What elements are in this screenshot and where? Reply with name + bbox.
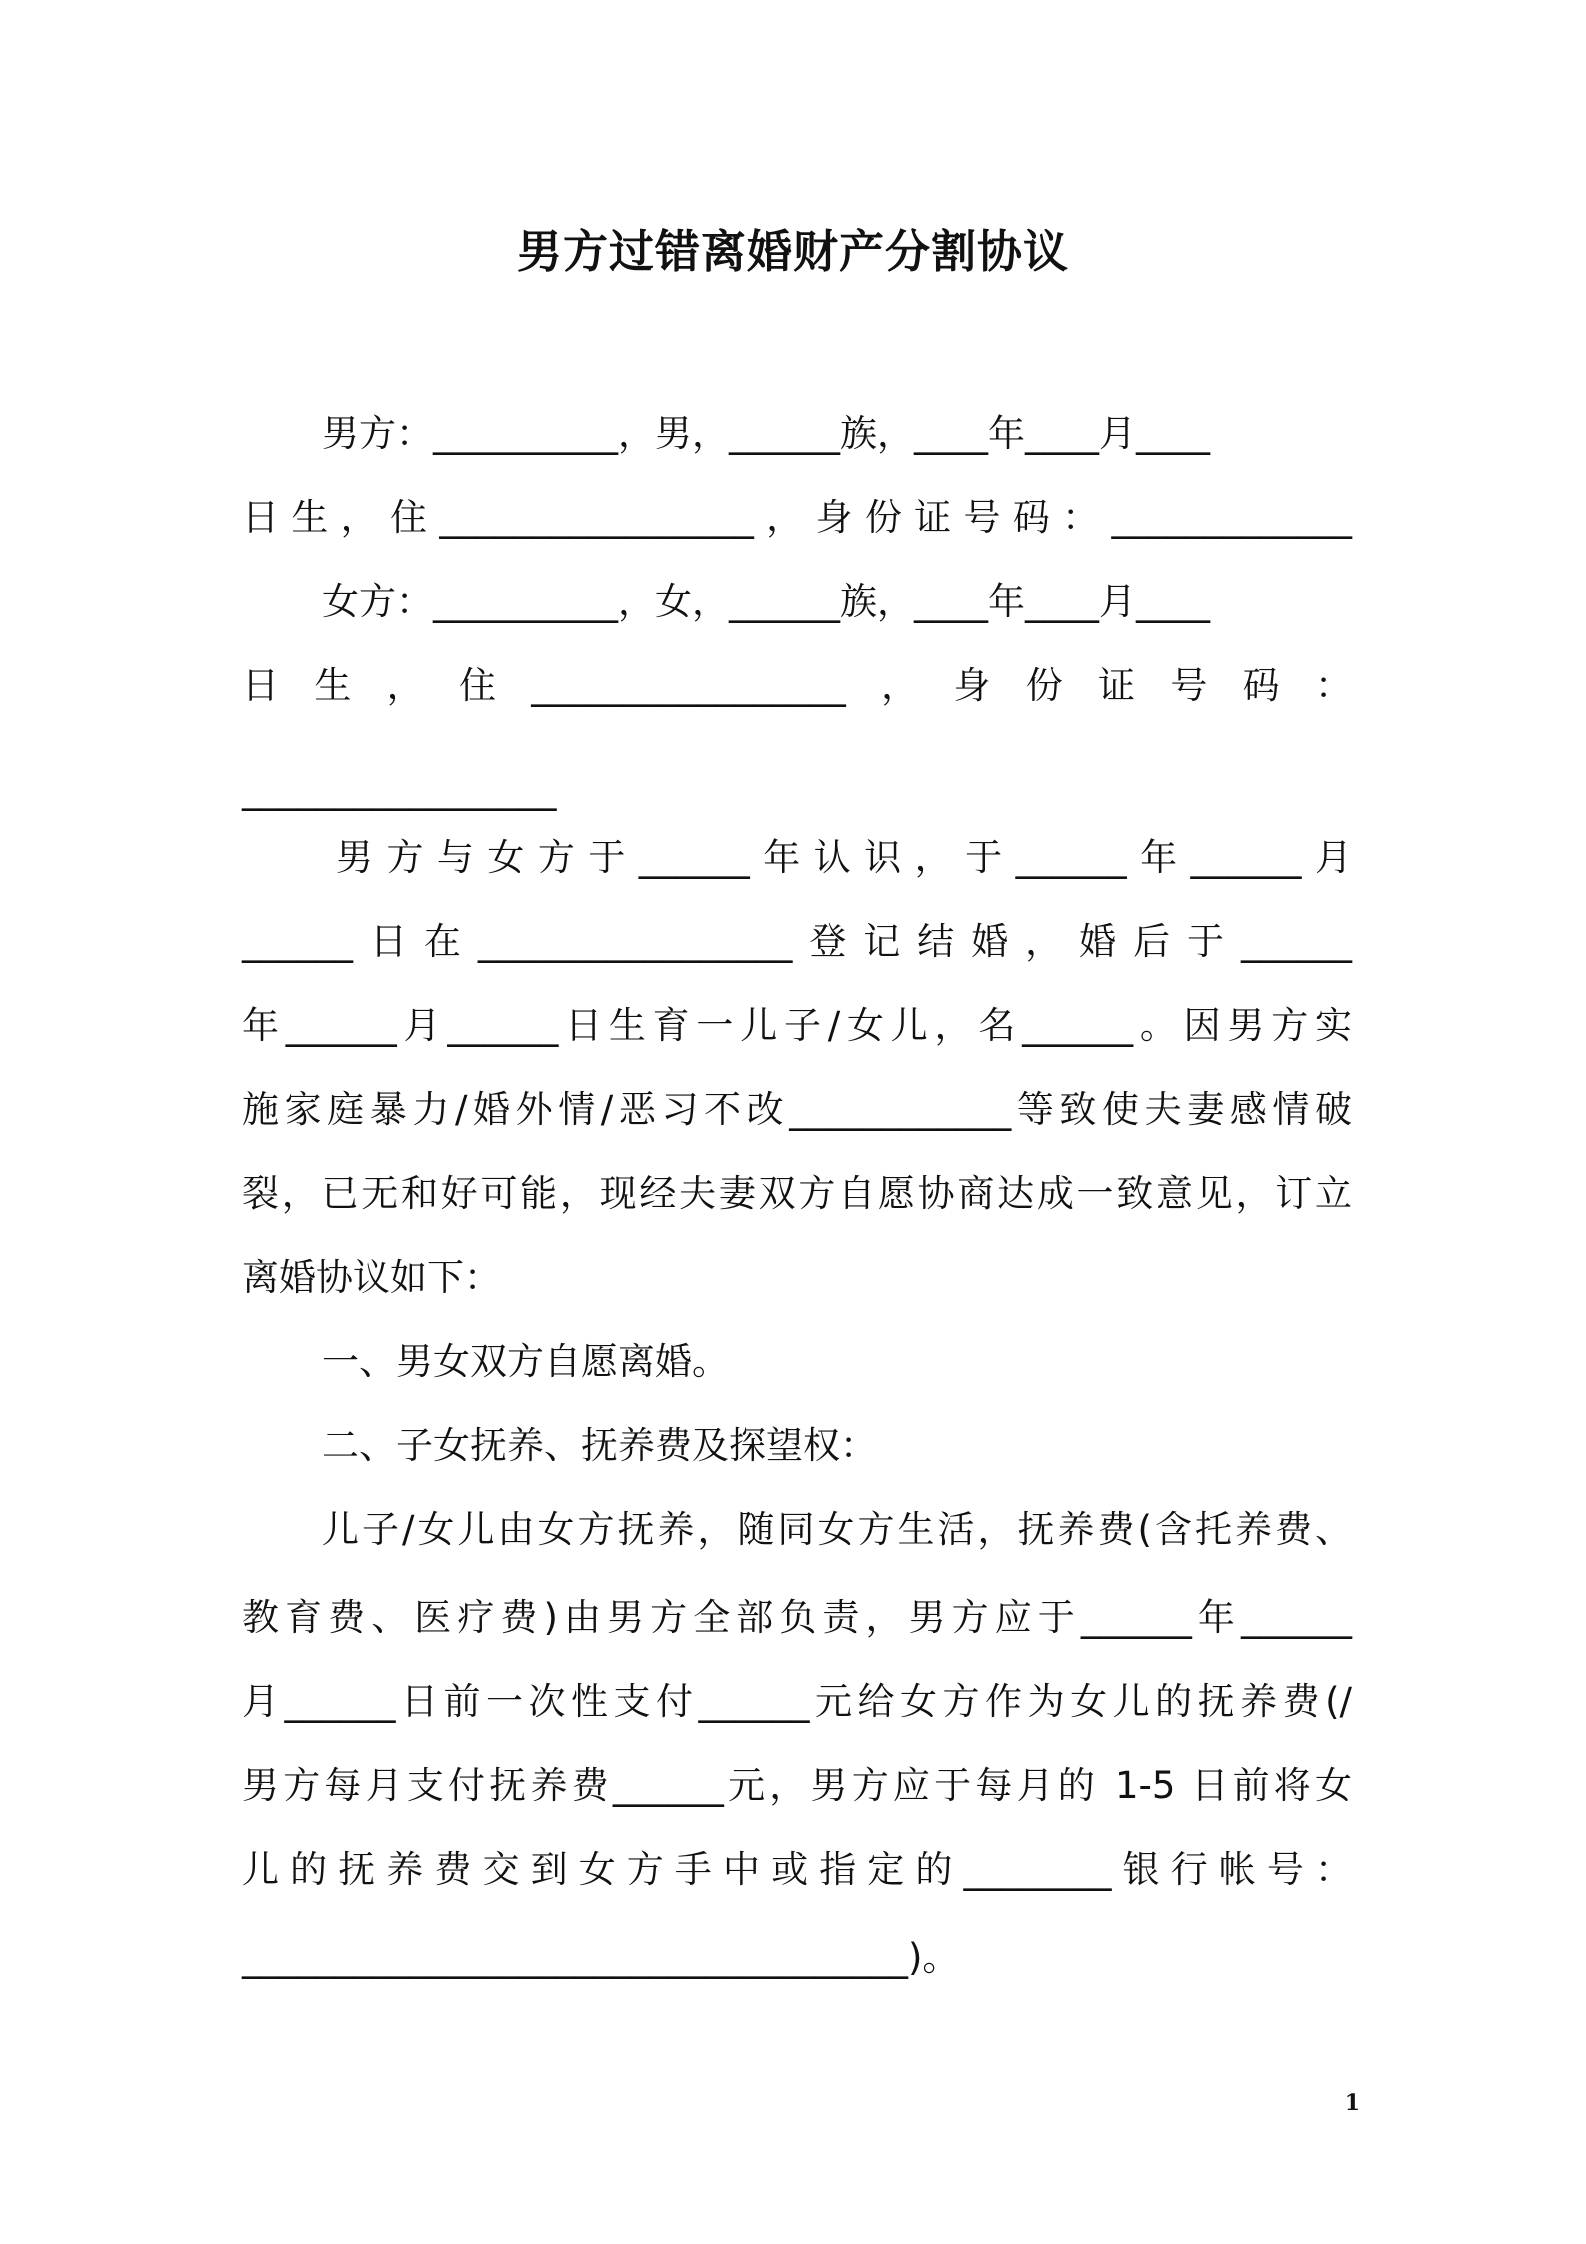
page-number: 1 [1344, 2090, 1360, 2116]
text-line: 男方每月支付抚养费______元，男方应于每月的 1-5 日前将女 [242, 1764, 1352, 1807]
text-line: 教育费、医疗费)由男方全部负责，男方应于______年______ [242, 1596, 1352, 1639]
text-line: 裂，已无和好可能，现经夫妻双方自愿协商达成一致意见，订立 [242, 1172, 1352, 1215]
text-line: _________________ [242, 768, 557, 811]
text-line: 离婚协议如下： [242, 1256, 501, 1299]
text-line: 儿子/女儿由女方抚养，随同女方生活，抚养费(含托养费、 [322, 1508, 1352, 1551]
text-line: 男方：__________，男，______族，____年____月____ [322, 412, 1210, 455]
text-line: ______日在_________________登记结婚，婚后于______ [242, 920, 1352, 963]
text-line: 日生，住_________________，身份证号码： [242, 664, 1352, 707]
text-line: 男方与女方于______年认识，于______年______月 [336, 836, 1352, 879]
text-line: ____________________________________)。 [242, 1936, 960, 1979]
text-line: 月______日前一次性支付______元给女方作为女儿的抚养费(/ [242, 1680, 1352, 1723]
text-line: 年______月______日生育一儿子/女儿，名______。因男方实 [242, 1004, 1352, 1047]
clause-heading: 二、子女抚养、抚养费及探望权： [322, 1424, 877, 1467]
text-line: 日生，住_________________，身份证号码：_____________ [242, 496, 1352, 539]
clause-heading: 一、男女双方自愿离婚。 [322, 1340, 729, 1383]
text-line: 女方：__________，女，______族，____年____月____ [322, 580, 1210, 623]
text-line: 施家庭暴力/婚外情/恶习不改____________等致使夫妻感情破 [242, 1088, 1352, 1131]
text-line: 儿的抚养费交到女方手中或指定的________银行帐号： [242, 1848, 1352, 1891]
document-title: 男方过错离婚财产分割协议 [516, 225, 1069, 278]
